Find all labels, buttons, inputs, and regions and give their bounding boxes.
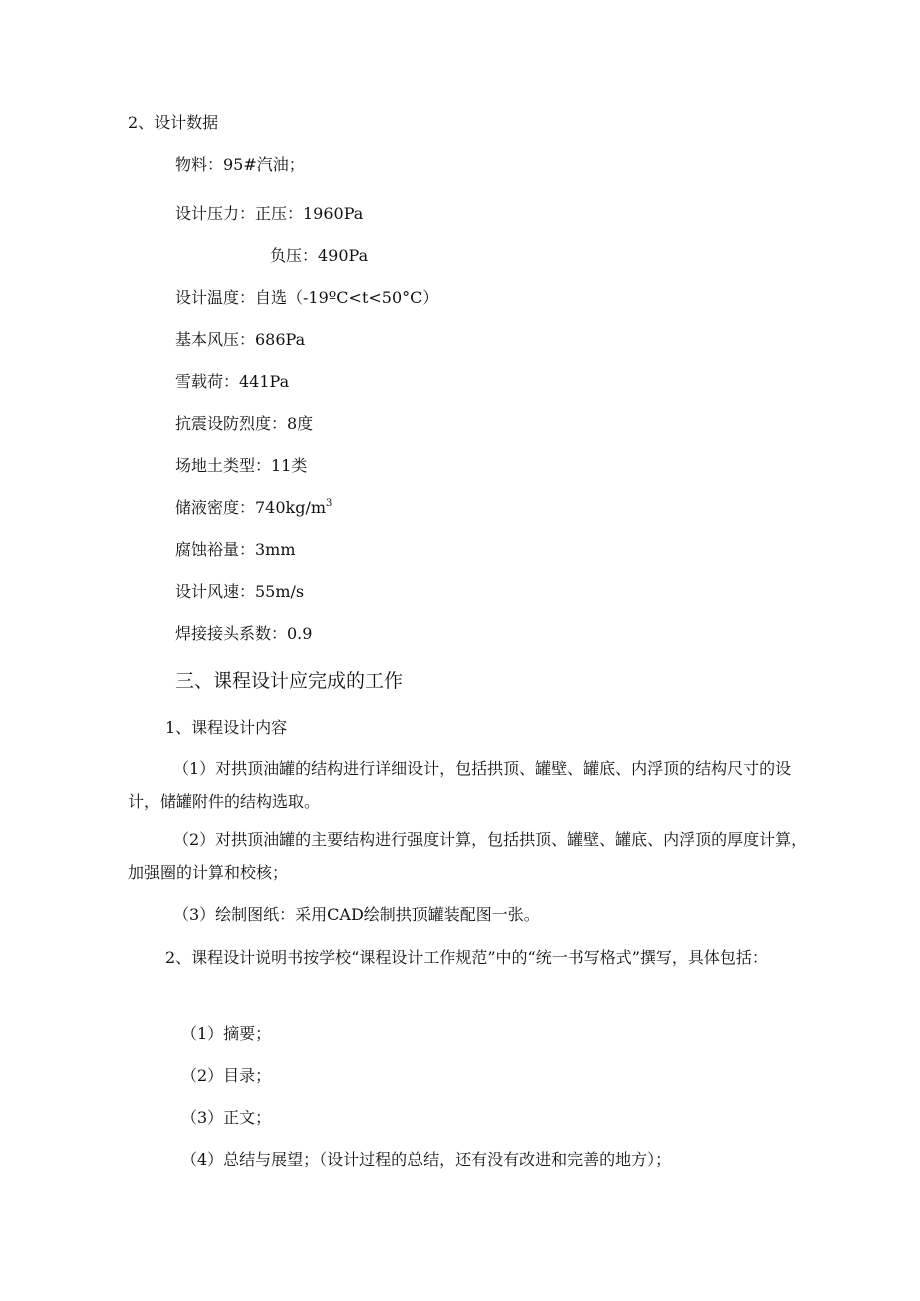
basic-wind-pressure-line: 基本风压：686Pa: [175, 330, 306, 349]
content-item-3: （3）绘制图纸：采用CAD绘制拱顶罐装配图一张。: [173, 905, 540, 924]
design-wind-speed-line: 设计风速：55m/s: [175, 582, 305, 601]
manual-item-3: （3）正文；: [181, 1108, 272, 1127]
manual-item-4: （4）总结与展望；（设计过程的总结，还有没有改进和完善的地方）；: [181, 1150, 672, 1169]
liquid-density-line: [175, 498, 332, 518]
material-line: 物料：95#汽油；: [175, 155, 305, 174]
design-temperature-line: 设计温度：自选（-19ºC<t<50°C）: [175, 288, 439, 307]
chapter3-title: 三、课程设计应完成的工作: [175, 670, 404, 692]
manual-intro: 2、课程设计说明书按学校“课程设计工作规范”中的“统一书写格式”撰写，具体包括：: [165, 948, 768, 967]
design-pressure-positive-line: 设计压力：正压：1960Pa: [175, 204, 364, 223]
content-item-2: （2）对拱顶油罐的主要结构进行强度计算，包括拱顶、罐壁、罐底、内浮顶的厚度计算，加强圈的计算和校核；: [128, 830, 808, 882]
density-superscript: 3: [326, 498, 333, 509]
section2-title: 2、设计数据: [128, 113, 219, 132]
content-subtitle: 1、课程设计内容: [165, 718, 288, 737]
liquid-density-text: 储液密度：740kg/m: [175, 498, 327, 517]
manual-item-2: （2）目录；: [181, 1066, 272, 1085]
manual-item-1: （1）摘要；: [181, 1024, 272, 1043]
seismic-intensity-line: 抗震设防烈度：8度: [175, 414, 314, 433]
design-pressure-negative-line: 负压：490Pa: [270, 246, 369, 265]
content-item-1: （1）对拱顶油罐的结构进行详细设计，包括拱顶、罐壁、罐底、内浮顶的结构尺寸的设计，储罐附件的结构选取。: [128, 759, 792, 811]
snow-load-line: 雪载荷：441Pa: [175, 372, 290, 391]
corrosion-allowance-line: 腐蚀裕量：3mm: [175, 540, 296, 559]
weld-joint-coefficient-line: 焊接接头系数：0.9: [175, 624, 313, 643]
site-soil-type-line: 场地土类型：11类: [175, 456, 308, 475]
